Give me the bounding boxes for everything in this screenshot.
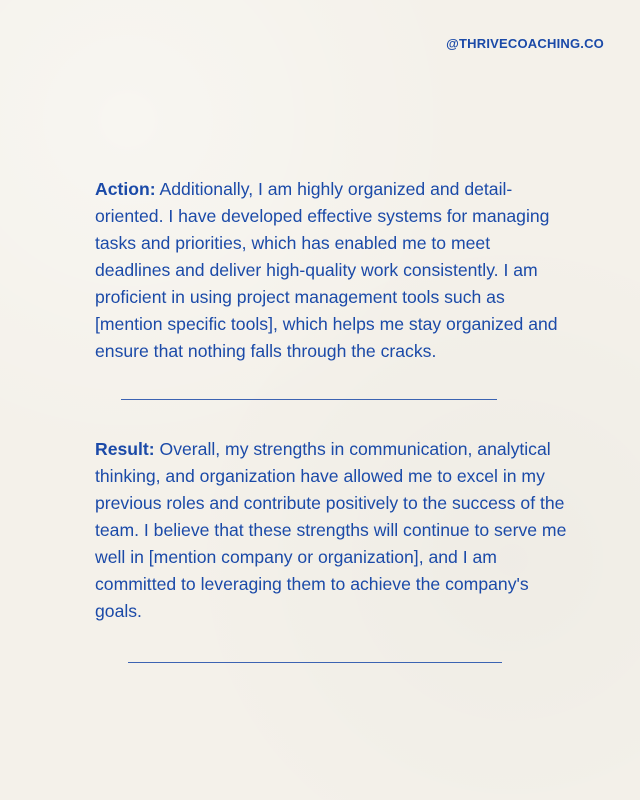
- result-label: Result:: [95, 439, 155, 459]
- action-section: [95, 176, 570, 365]
- brand-handle: @THRIVECOACHING.CO: [446, 36, 604, 51]
- action-label: Action:: [95, 179, 156, 199]
- divider-line: [121, 399, 497, 400]
- divider-line: [128, 662, 502, 663]
- result-text: Overall, my strengths in communication, analytical thinking, and organization have allowed me to excel in my previous roles and contribute positively to the success of the team. I believe that these strengths will continue to serve me well in [mention company or organization], and I am committed to leveraging them to achieve the company's goals.: [95, 439, 567, 621]
- result-section: [95, 436, 570, 625]
- action-text: Additionally, I am highly organized and detail-oriented. I have developed effective systems for managing tasks and priorities, which has enabled me to meet deadlines and deliver high-quality work consistently. I am proficient in using project management tools such as [mention specific tools], which helps me stay organized and ensure that nothing falls through the cracks.: [95, 179, 558, 361]
